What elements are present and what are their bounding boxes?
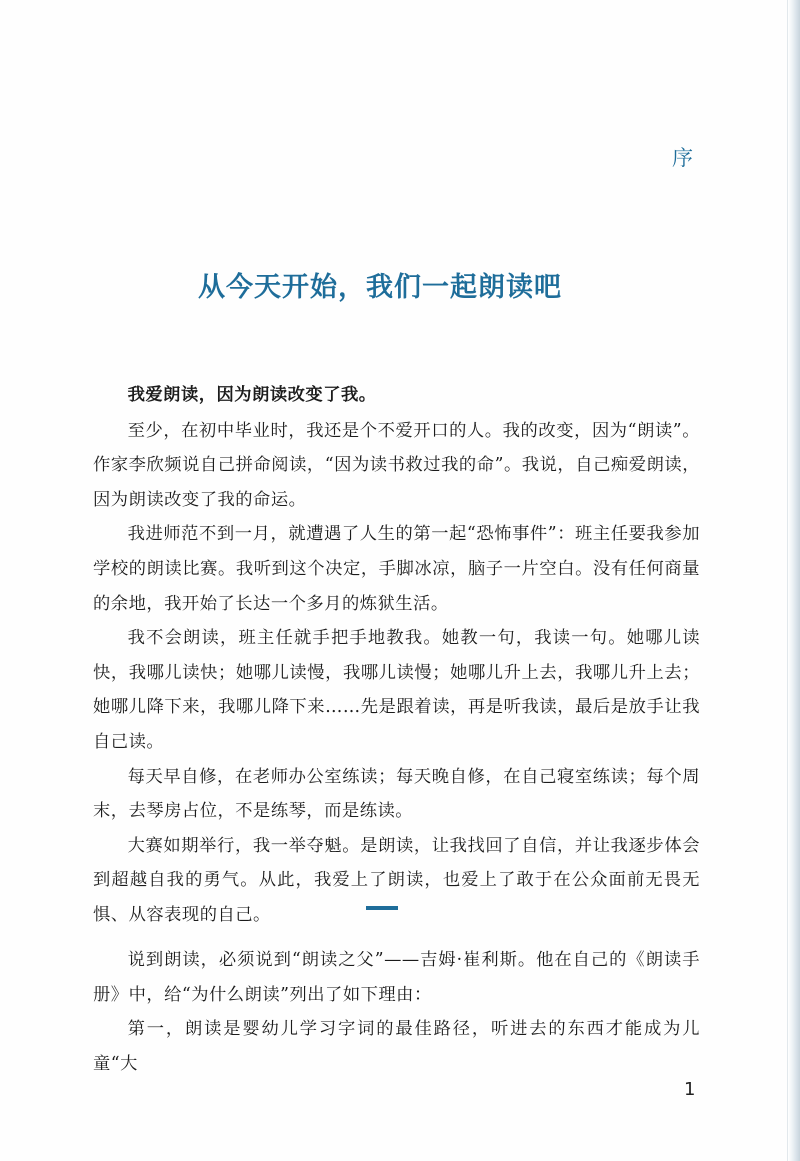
lead-sentence: 我爱朗读，因为朗读改变了我。	[127, 385, 377, 405]
paragraph: 大赛如期举行，我一举夺魁。是朗读，让我找回了自信，并让我逐步体会到超越自我的勇气。从此，我爱上了朗读，也爱上了敢于在公众面前无畏无惧、从容表现的自己。	[93, 835, 700, 925]
intro-section	[93, 378, 700, 933]
paragraph: 第一，朗读是婴幼儿学习字词的最佳路径，听进去的东西才能成为儿童“大	[93, 1019, 700, 1074]
page-title: 从今天开始，我们一起朗读吧	[198, 272, 562, 303]
section-one-marker	[366, 906, 398, 910]
paragraph: 我不会朗读，班主任就手把手地教我。她教一句，我读一句。她哪儿读快，我哪儿读快；她哪儿读慢，我哪儿读慢；她哪儿升上去，我哪儿升上去；她哪儿降下来，我哪儿降下来……先是跟着读，再是听我读，最后是放手让我自己读。	[93, 628, 700, 752]
section-one	[93, 943, 700, 1081]
paragraph: 说到朗读，必须说到“朗读之父”——吉姆·崔利斯。他在自己的《朗读手册》中，给“为什么朗读”列出了如下理由：	[93, 950, 700, 1005]
section-label: 序	[672, 146, 693, 170]
page-number: 1	[684, 1079, 696, 1100]
paragraph: 至少，在初中毕业时，我还是个不爱开口的人。我的改变，因为“朗读”。作家李欣频说自己拼命阅读，“因为读书救过我的命”。我说，自己痴爱朗读，因为朗读改变了我的命运。	[93, 420, 700, 510]
paragraph: 每天早自修，在老师办公室练读；每天晚自修，在自己寝室练读；每个周末，去琴房占位，不是练琴，而是练读。	[93, 766, 700, 822]
page-edge-shadow	[788, 0, 800, 1161]
paragraph: 我进师范不到一月，就遭遇了人生的第一起“恐怖事件”：班主任要我参加学校的朗读比赛。我听到这个决定，手脚冰凉，脑子一片空白。没有任何商量的余地，我开始了长达一个多月的炼狱生活。	[93, 524, 700, 614]
